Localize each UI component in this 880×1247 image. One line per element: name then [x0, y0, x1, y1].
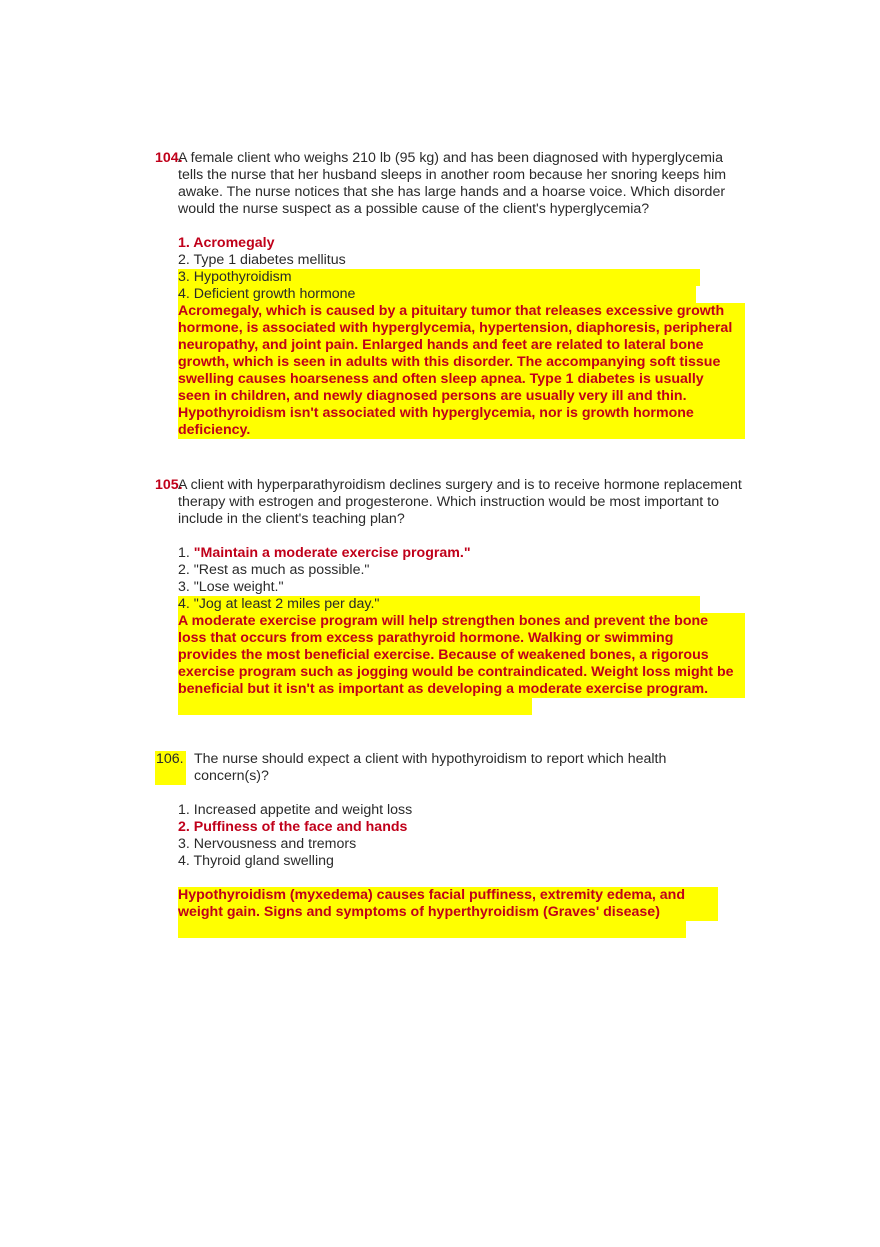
rationale-text: Acromegaly, which is caused by a pituitary tumor that releases excessive growth hormone, is associated with hyperglycemia, hypertension, diaphoresis, peripheral neuropathy, and joint pain. Enlarged hands and feet are related to lateral bone growth, which is seen in adults with this disorder. The accompanying soft tissue swelling causes hoarseness and often sleep apnea. Type 1 diabetes is usually seen in children, and newly diagnosed persons are usually very ill and thin. Hypothyroidism isn't associated with hyperglycemia, nor is growth hormone deficiency. — [178, 303, 745, 439]
option-correct: 2. Puffiness of the face and hands — [178, 819, 408, 835]
question-header — [155, 751, 745, 785]
option: 2. Type 1 diabetes mellitus — [178, 252, 346, 268]
rationale-text: Hypothyroidism (myxedema) causes facial puffiness, extremity edema, and weight gain. Signs and symptoms of hyperthyroidism (Graves' disease) — [178, 887, 718, 921]
question-106 — [155, 751, 745, 938]
options-list — [178, 545, 745, 613]
question-105 — [155, 477, 745, 715]
option-correct — [178, 545, 745, 562]
option-prefix: 1. — [178, 545, 194, 561]
question-header — [155, 150, 745, 218]
option-correct-text: "Maintain a moderate exercise program." — [193, 545, 471, 561]
question-104 — [155, 150, 745, 439]
question-header — [155, 477, 745, 528]
question-stem: A client with hyperparathyroidism declines surgery and is to receive hormone replacement therapy with estrogen and progesterone. Which instruction would be most important to include in the client's teaching plan? — [178, 477, 742, 527]
question-stem: A female client who weighs 210 lb (95 kg) and has been diagnosed with hyperglycemia tells the nurse that her husband sleeps in another room because her snoring keeps him awake. The nurse notices that she has large hands and a hoarse voice. Which disorder would the nurse suspect as a possible cause of the client's hyperglycemia? — [178, 150, 727, 217]
options-list — [178, 802, 745, 870]
question-body — [178, 545, 745, 715]
option: 4. Thyroid gland swelling — [178, 853, 334, 869]
highlight-trail — [178, 921, 686, 938]
option: 3. "Lose weight." — [178, 579, 284, 595]
spacer — [178, 870, 745, 887]
question-number: 105. — [155, 477, 183, 493]
options-list — [178, 235, 745, 303]
option: 1. Increased appetite and weight loss — [178, 802, 413, 818]
question-stem: The nurse should expect a client with hypothyroidism to report which health concern(s)? — [194, 751, 667, 784]
option-highlighted: 4. "Jog at least 2 miles per day." — [178, 596, 700, 613]
option-correct: 1. Acromegaly — [178, 235, 275, 251]
highlight-trail — [178, 698, 532, 715]
question-body — [178, 235, 745, 439]
option-highlighted: 4. Deficient growth hormone — [178, 286, 696, 303]
option: 2. "Rest as much as possible." — [178, 562, 370, 578]
rationale-text: A moderate exercise program will help strengthen bones and prevent the bone loss that occurs from excess parathyroid hormone. Walking or swimming provides the most beneficial exercise. Because of weakened bones, a rigorous exercise program such as jogging would be contraindicated. Weight loss might be beneficial but it isn't as important as developing a moderate exercise program. — [178, 613, 745, 698]
question-body — [178, 802, 745, 938]
option-highlighted: 3. Hypothyroidism — [178, 269, 700, 286]
question-number: 106. — [155, 751, 186, 785]
option: 3. Nervousness and tremors — [178, 836, 357, 852]
question-number: 104. — [155, 150, 183, 166]
